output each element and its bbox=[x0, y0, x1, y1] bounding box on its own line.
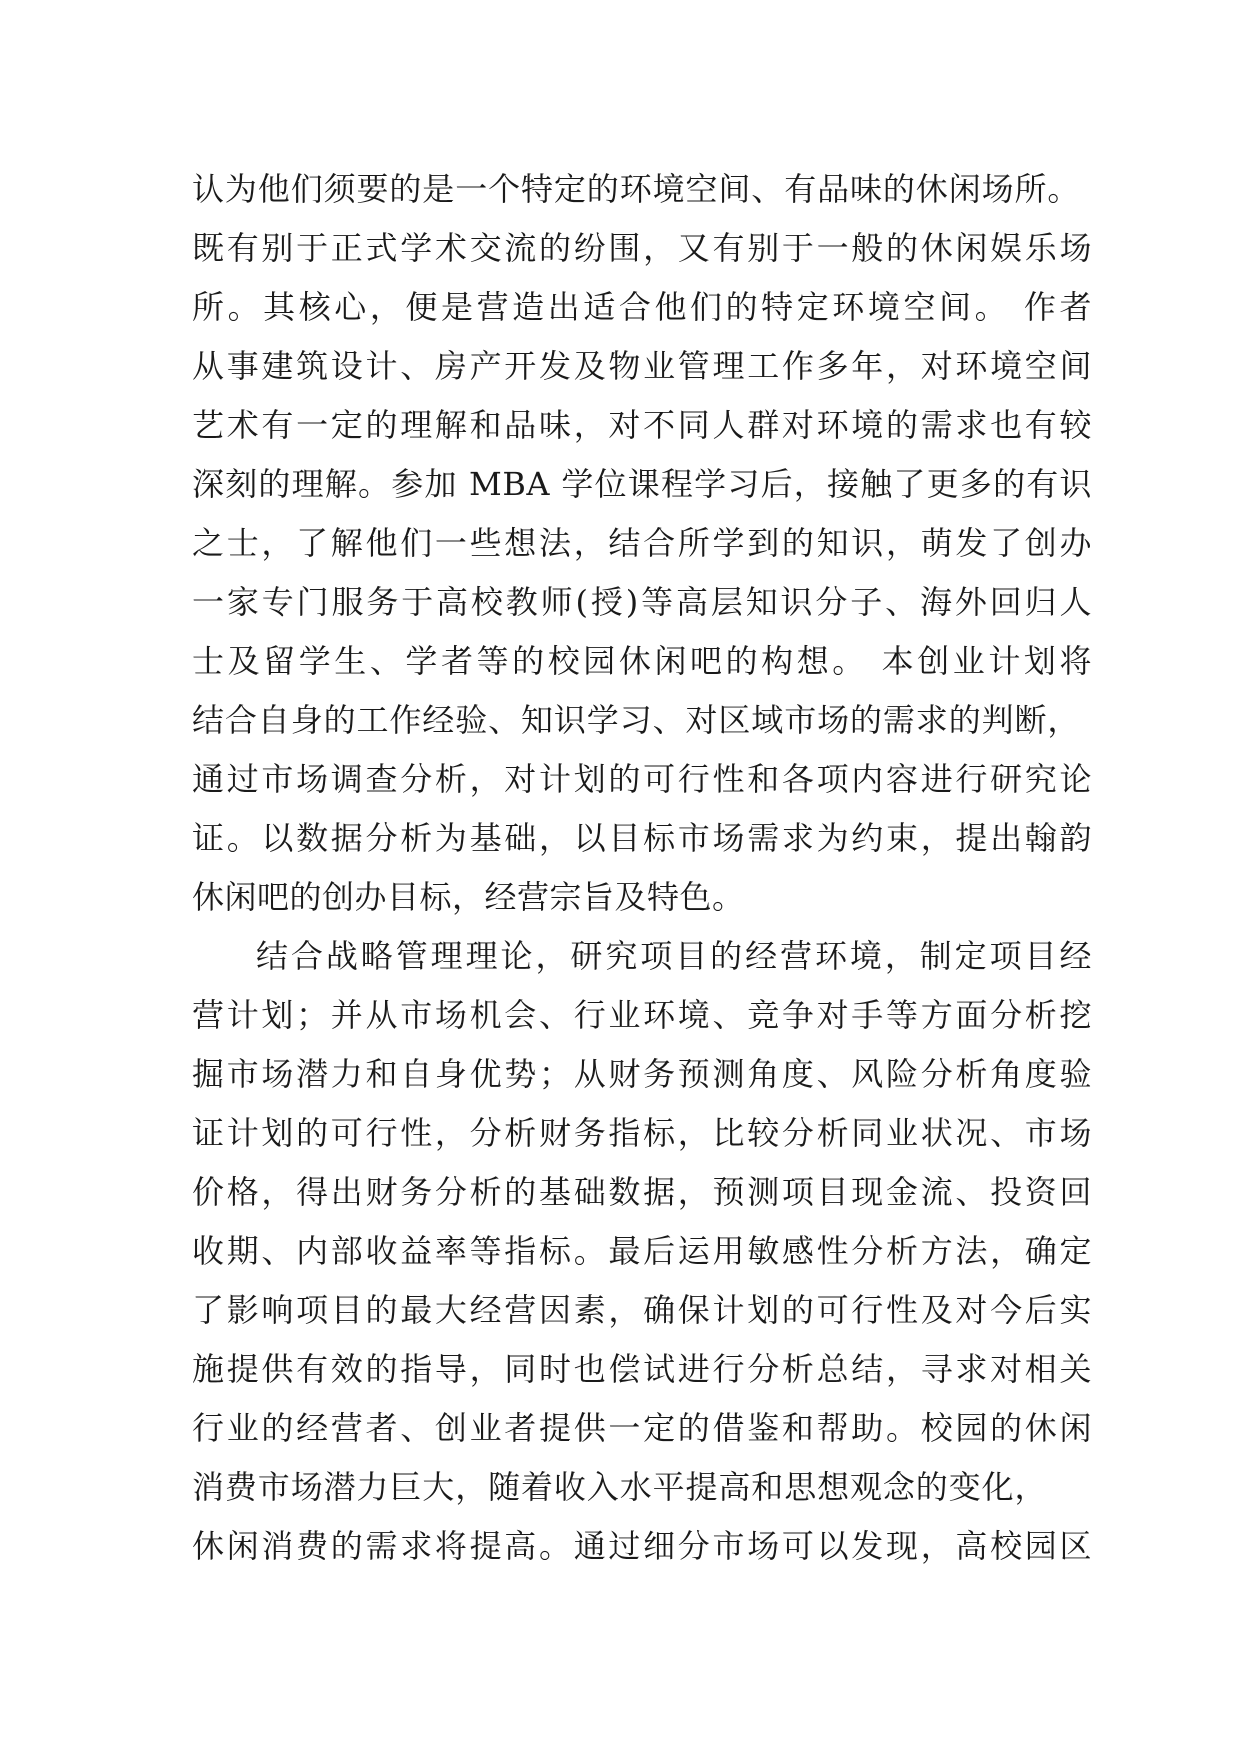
text-line: 士及留学生、学者等的校园休闲吧的构想。 本创业计划将 bbox=[192, 642, 1092, 680]
text-line: 艺术有一定的理解和品味，对不同人群对环境的需求也有较 bbox=[192, 406, 1092, 444]
paragraph-first-line: 结合战略管理理论，研究项目的经营环境，制定项目经 bbox=[256, 937, 1092, 975]
text-line: 掘市场潜力和自身优势；从财务预测角度、风险分析角度验 bbox=[192, 1055, 1092, 1093]
text-line: 从事建筑设计、房产开发及物业管理工作多年，对环境空间 bbox=[192, 347, 1092, 385]
text-line: 收期、内部收益率等指标。最后运用敏感性分析方法，确定 bbox=[192, 1232, 1092, 1270]
text-line: 休闲消费的需求将提高。通过细分市场可以发现，高校园区 bbox=[192, 1527, 1092, 1565]
text-line: 证计划的可行性，分析财务指标，比较分析同业状况、市场 bbox=[192, 1114, 1092, 1152]
text-line: 通过市场调查分析，对计划的可行性和各项内容进行研究论 bbox=[192, 760, 1092, 798]
text-line: 价格，得出财务分析的基础数据，预测项目现金流、投资回 bbox=[192, 1173, 1092, 1211]
body-text bbox=[192, 160, 1092, 1576]
text-line: 所。其核心，便是营造出适合他们的特定环境空间。 作者 bbox=[192, 288, 1092, 326]
text-line: 施提供有效的指导，同时也偿试进行分析总结，寻求对相关 bbox=[192, 1350, 1092, 1388]
text-line: 行业的经营者、创业者提供一定的借鉴和帮助。校园的休闲 bbox=[192, 1409, 1092, 1447]
text-line: 营计划；并从市场机会、行业环境、竞争对手等方面分析挖 bbox=[192, 996, 1092, 1034]
text-line: 休闲吧的创办目标，经营宗旨及特色。 bbox=[192, 878, 745, 916]
text-line: 认为他们须要的是一个特定的环境空间、有品味的休闲场所。 bbox=[192, 170, 1081, 208]
text-line: 了影响项目的最大经营因素，确保计划的可行性及对今后实 bbox=[192, 1291, 1092, 1329]
text-line: 证。以数据分析为基础，以目标市场需求为约束，提出翰韵 bbox=[192, 819, 1092, 857]
text-line: 之士，了解他们一些想法，结合所学到的知识，萌发了创办 bbox=[192, 524, 1092, 562]
text-line: 结合自身的工作经验、知识学习、对区域市场的需求的判断， bbox=[192, 701, 1081, 739]
text-line: 深刻的理解。参加 MBA 学位课程学习后，接触了更多的有识 bbox=[192, 465, 1092, 503]
text-line: 一家专门服务于高校教师(授)等高层知识分子、海外回归人 bbox=[192, 583, 1092, 621]
text-line: 既有别于正式学术交流的纷围，又有别于一般的休闲娱乐场 bbox=[192, 229, 1092, 267]
text-line: 消费市场潜力巨大，随着收入水平提高和思想观念的变化， bbox=[192, 1468, 1048, 1506]
